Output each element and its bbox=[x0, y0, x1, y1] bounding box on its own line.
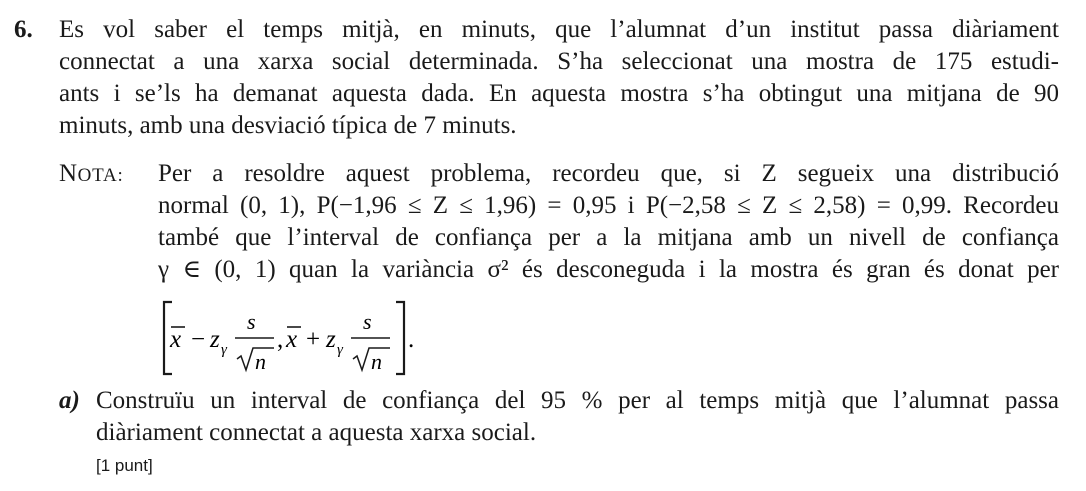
note-label-first: N bbox=[59, 160, 78, 187]
statement-line-3: ants i se’ls ha demanat aquesta dada. En aquesta mostra s’ha obtingut una mitjana de 90 bbox=[59, 80, 1059, 107]
xbar-2: x bbox=[286, 326, 298, 353]
right-bracket bbox=[396, 302, 404, 374]
part-a-letter: a) bbox=[59, 387, 80, 414]
note-line-4: γ ∈ (0, 1) quan la variància σ² és desconeguda i la mostra és gran és donat per bbox=[158, 256, 1059, 283]
s-1: s bbox=[247, 309, 256, 334]
plus-sign: + bbox=[306, 326, 321, 353]
comma: , bbox=[277, 326, 284, 353]
points-label: [1 punt] bbox=[96, 456, 153, 475]
part-a-line-2: diàriament connectat a aquesta xarxa social. bbox=[96, 419, 537, 446]
confidence-interval-formula bbox=[158, 298, 428, 378]
note-label bbox=[59, 158, 124, 192]
gamma-sub-2: γ bbox=[337, 342, 343, 358]
gamma-sub-1: γ bbox=[221, 342, 227, 358]
part-a-line-1: Construïu un interval de confiança del 95 % per al temps mitjà que l’alumnat passa bbox=[96, 387, 1059, 414]
n-1: n bbox=[255, 349, 266, 374]
note-line-3: també que l’interval de confiança per a la mitjana amb un nivell de confiança bbox=[158, 224, 1059, 251]
statement-line-4: minuts, amb una desviació típica de 7 minuts. bbox=[59, 112, 517, 139]
z-2: z bbox=[326, 326, 336, 353]
xbar-1: x bbox=[170, 326, 182, 353]
note-line-1: Per a resoldre aquest problema, recordeu que, si Z segueix una distribució bbox=[158, 160, 1059, 187]
problem-number: 6. bbox=[14, 16, 33, 43]
z-1: z bbox=[210, 326, 220, 353]
note-line-2: normal (0, 1), P(−1,96 ≤ Z ≤ 1,96) = 0,95 i P(−2,58 ≤ Z ≤ 2,58) = 0,99. Recordeu bbox=[158, 192, 1059, 219]
formula-period: . bbox=[408, 326, 415, 353]
note-label-rest: OTA: bbox=[77, 165, 124, 186]
s-2: s bbox=[363, 309, 372, 334]
minus-sign: − bbox=[191, 326, 206, 353]
statement-line-1: Es vol saber el temps mitjà, en minuts, que l’alumnat d’un institut passa diàriament bbox=[59, 16, 1059, 43]
n-2: n bbox=[371, 349, 382, 374]
statement-line-2: connectat a una xarxa social determinada. S’ha seleccionat una mostra de 175 estudi- bbox=[59, 48, 1059, 75]
